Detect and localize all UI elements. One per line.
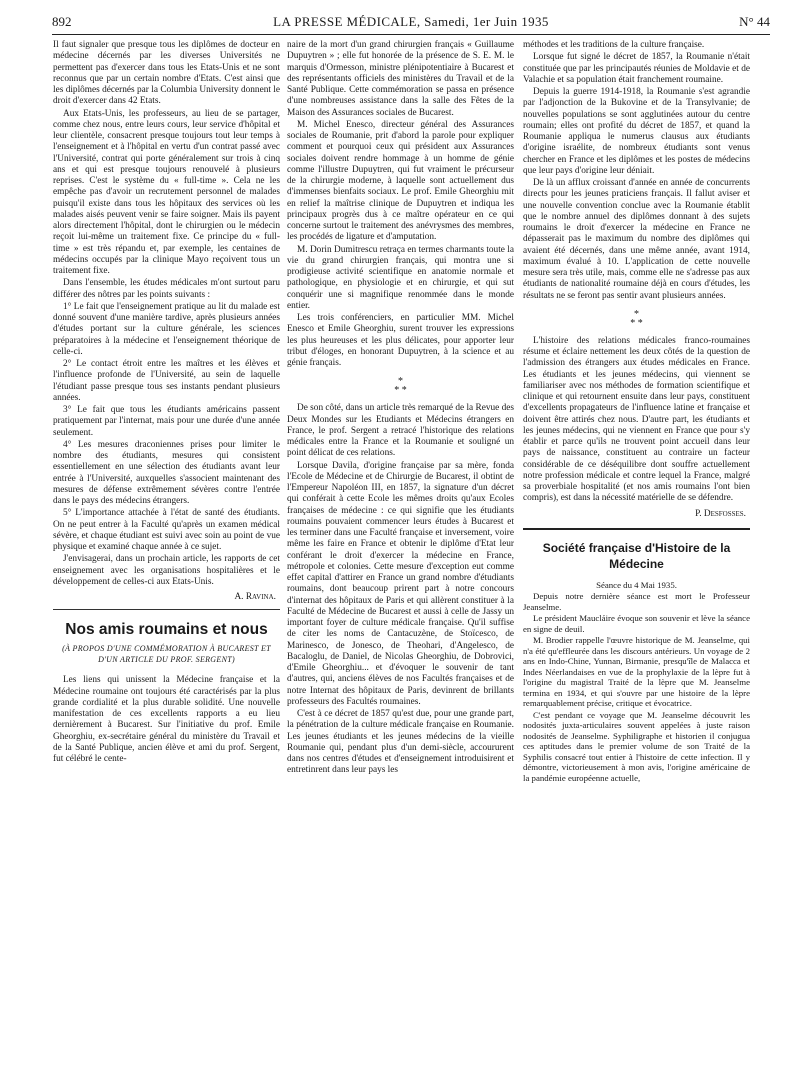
paragraph: M. Dorin Dumitrescu retraça en termes charmants toute la vie du grand chirurgien français, qui montra une si prodigieuse activité scientifique en anatomie normale et pathologique, en physiologie et en chirurgie, et qui sut conquérir une si magnifique renommée dans le monde entier.: [287, 244, 514, 311]
paragraph: 5° L'importance attachée à l'état de santé des étudiants. On ne peut entrer à la Faculté qu'après un examen médical sévère, et chaque étudiant est suivi avec soin au point de vue physique et examiné chaque année à ce sujet.: [53, 508, 280, 552]
paragraph: Aux Etats-Unis, les professeurs, au lieu de se partager, comme chez nous, entre leurs cours, leur service d'hôpital et leur clientèle, consacrent presque toujours tout leur temps à l'enseignement et à l'hôpital en vertu d'un contrat passé avec l'Université, contrat qui porte généralement sur trois à cinq ans et qui est presque toujours renouvelé à plusieurs reprises. C'est le système du « full-time ». Cela ne les empêche pas d'avoir un recrutement personnel de malades puisqu'il existe dans tous les hôpitaux des services où les malades aisés peuvent venir se faire soigner. Mais ils payent alors directement l'hôpital, dont le chirurgien ou le médecin reçoit lui-même un traitement fixe. Ce principe du « full-time » est très répandu et, par exemple, les centaines de médecins occupés par la clinique Mayo reçoivent tous un traitement fixe.: [53, 108, 280, 276]
paragraph: Les liens qui unissent la Médecine française et la Médecine roumaine ont toujours été caractérisés par la plus grande cordialité et la plus durable solidité. Une nouvelle manifestation de ces excellents rapports a eu lieu dernièrement à Bucarest. Sur l'initiative du prof. Emile Gheorghiu, ex-secrétaire général du ministère du Travail et de la Santé Publique, ancien élève et ami du prof. Sergent, fut célébré le cente-: [53, 675, 280, 764]
paragraph: Dans l'ensemble, les études médicales m'ont surtout paru différer des nôtres par les points suivants :: [53, 278, 280, 300]
paragraph: De son côté, dans un article très remarqué de la Revue des Deux Mondes sur les Etudiants et Médecins étrangers en France, le prof. Sergent a retracé l'historique des relations médicales entre la France et la Roumanie et souligné un point délicat de ces relations.: [287, 403, 514, 459]
divider: [53, 609, 280, 610]
session-date: Séance du 4 Mai 1935.: [596, 579, 677, 590]
paragraph: 4° Les mesures draconiennes prises pour limiter le nombre des étudiants, mesures qui consistent essentiellement en une sélection des étudiants avant leur entrée à l'Université, auxquelles s'associent maintenant des mesures de défense extrêmement sévères contre l'entrée dans le pays des médecins étrangers.: [53, 439, 280, 506]
author-signature: P. Desfosses.: [695, 508, 746, 519]
issue-number: N° 44: [739, 14, 770, 29]
paragraph: Lorsque fut signé le décret de 1857, la Roumanie n'était constituée que par les principautés réunies de Moldavie et de Valachie et sa population était franchement roumaine.: [523, 52, 750, 85]
journal-title: LA PRESSE MÉDICALE, Samedi, 1er Juin 1935: [273, 14, 549, 29]
column-middle: [287, 40, 514, 1070]
author-signature: A. Ravina.: [234, 592, 276, 602]
column-left: [53, 40, 280, 1070]
paragraph: méthodes et les traditions de la culture française.: [523, 40, 705, 50]
paragraph: M. Brodier rappelle l'œuvre historique de M. Jeanselme, qui n'a été qu'effleurée dans les discours antérieurs. Un voyage de 2 ans en Indo-Chine, Yunnan, Birmanie, presqu'île de Malacca et Indes Néerlandaises en vue de la prophylaxie de la lèpre fut à l'origine du magistral Traité de la lèpre que M. Jeanselme termina en 1934, et qui s'ouvre par une histoire de la lèpre remarquablement précise, critique et évocatrice.: [523, 635, 750, 709]
paragraph: Depuis la guerre 1914-1918, la Roumanie s'est agrandie par l'adjonction de la Bukovine et de la Transylvanie; de nouvelles populations se sont agglutinées autour du centre roumain; elles ont profité du décret de 1857, et quand la Roumanie appliqua le numerus clausus aux étudiants d'origine israélite, de nombreux étudiants sont venus chercher en France et les diplômes et les postes de médecins que leur pays d'origine leur déniait.: [523, 87, 750, 176]
paragraph: 3° Le fait que tous les étudiants américains passent pratiquement par l'internat, mais pour une durée d'une année seulement.: [53, 405, 280, 438]
paragraph: De là un afflux croissant d'année en année de concurrents directs pour les jeunes praticiens français. Il fallut aviser et une nouvelle convention conclue avec la Roumanie établit que le nombre annuel des diplômes donnant à des sujets roumains le droit d'exercer la médecine en France ne dépasserait pas le maximum du nombre des diplômes qui avaient été décernés, dans une même année, avant 1914, maximum évalué à 10. L'application de cette nouvelle mesure sera très utile, mais, comme elle ne s'adresse pas aux étudiants de nationalité roumaine déjà en cours d'études, les résultats ne se feront pas sentir avant plusieurs années.: [523, 178, 750, 301]
paragraph: Il faut signaler que presque tous les diplômes de docteur en médecine décernés par les diverses Universités ne permettent pas d'exercer dans tous les Etats-Unis et ne sont reconnus que par un certain nombre d'Etats. C'est ainsi que les diplômes décernés par la Columbia University donnent le droit d'exercer dans 42 Etats.: [53, 40, 280, 107]
paragraph: M. Michel Enesco, directeur général des Assurances sociales de Roumanie, prit d'abord la parole pour expliquer comment et pourquoi ceux qui président aux Assurances sociales doivent rendre hommage à un homme de génie comme l'illustre Dupuytren, qui fut vraiment le précurseur de la chirurgie moderne, à laquelle sont actuellement dus d'immenses bienfaits sociaux. Le prof. Emile Gheorghiu mit en relief la maîtrise clinique de Dupuytren et indiqua les principaux progrès dus à ce maître opérateur en ce qui concerne surtout le traitement des anévrysmes des membres, les procédés de ligature et d'amputation.: [287, 119, 514, 243]
paragraph: naire de la mort d'un grand chirurgien français « Guillaume Dupuytren » ; elle fut honorée de la présence de S. E. M. le marquis d'Ormesson, ministre plénipotentiaire à Bucarest et des représentants officiels des ministères du Travail et de la Santé Publique. Cette commémoration se passa en présence d'une nombreuses assistance dans la salle des Fêtes de la Maison des Assurances sociales de Bucarest.: [287, 40, 514, 118]
paragraph: Lorsque Davila, d'origine française par sa mère, fonda l'Ecole de Médecine et de Chirurgie de Bucarest, il obtint de l'Empereur Napoléon III, en 1857, la signature d'un décret qui conférait à cette Ecole les mêmes droits qu'aux Ecoles françaises de médecine : ce qui signifie que les étudiants roumains pouvaient commencer leurs études à Bucarest et les terminer dans une Faculté française et inversement, voire même les faire en France et obtenir le diplôme d'Etat leur conférant le droit d'exercer la médecine en France, métropole et colonies. Cette mesure d'exception eut comme effet capital d'attirer en France un grand nombre d'étudiants roumains, dont beaucoup prirent part à notre concours d'internat des hôpitaux de Paris et qui allèrent constituer à la Faculté de Médecine de Bucarest et aussi à celle de Jassy un important foyer de culture médicale française. Qu'il suffise de citer les noms de Cantacuzène, de Stoïcesco, de Marinesco, de Jonesco, de Theohari, d'Angelesco, de Bacaloglu, de Daniel, de Nicolas Gheorghiu, de Dobrovici, d'Emile Gheorghiu... et d'évoquer le souvenir de tant d'autres, qui, anciens élèves de nos Facultés françaises et de notre Internat des hôpitaux de Paris, devinrent de brillants professeurs des Facultés roumaines.: [287, 460, 514, 707]
paragraph: L'histoire des relations médicales franco-roumaines résume et éclaire nettement les deux côtés de la question de l'admission des étrangers aux études médicales en France. Les étudiants et les jeunes médecins, qui viennent se familiariser avec nos méthodes de formation scientifique et clinique et qui retournent ensuite dans leur pays, constituent d'excellents propagateurs de l'influence latine et française et doivent être attirés chez nous. D'autre part, les étudiants et les jeunes médecins, qui ne viennent en France que pour s'y établir et parce qu'ils ne trouvent point accueil dans leur pays de naissance, constituent au contraire un facteur considérable de ce déséquilibre dont souffre actuellement notre profession médicale et contre lequel la France, malgré sa proverbiale hospitalité (et nos amis roumains l'ont bien compris), est dans la nécessité matérielle de se défendre.: [523, 335, 750, 504]
session-report: [523, 580, 750, 784]
paragraph: 1° Le fait que l'enseignement pratique au lit du malade est donné souvent d'une manière tardive, après plusieurs années d'études portant sur la culture générale, les sciences préparatoires à la médecine et l'enseignement théorique de celle-ci.: [53, 301, 280, 357]
column-right: [523, 40, 750, 1070]
paragraph: 2° Le contact étroit entre les maîtres et les élèves et l'influence profonde de l'Université, au sein de laquelle l'étudiant passe presque tous ses instants pendant plusieurs années.: [53, 359, 280, 403]
header-rule: [52, 34, 770, 35]
paragraph: C'est à ce décret de 1857 qu'est due, pour une grande part, la pénétration de la culture médicale française en Roumanie. Les jeunes étudiants et les jeunes médecins de la vieille Roumanie qui, pendant plus d'un demi-siècle, accoururent dans nos centres d'études et d'enseignement introduisirent et entretinrent dans leur pays les: [287, 709, 514, 776]
paragraph: Depuis notre dernière séance est mort le Professeur Jeanselme.: [523, 591, 750, 612]
section-stars: * * *: [394, 376, 407, 397]
paragraph: J'envisagerai, dans un prochain article, les rapports de cet enseignement avec les organisations hospitalières et le développement de celles-ci aux Etats-Unis.: [53, 554, 280, 587]
paragraph: Les trois conférenciers, en particulier MM. Michel Enesco et Emile Gheorghiu, surent trouver les expressions les plus heureuses et les plus délicates, pour apporter leur tribut d'éloges, en honorant Dupuytren, à la science et au génie français.: [287, 313, 514, 368]
section-stars: * * *: [630, 308, 643, 329]
paragraph: Le président Maucláire évoque son souvenir et lève la séance en signe de deuil.: [523, 613, 750, 634]
page-header: [52, 14, 770, 32]
section-title: Société française d'Histoire de la Médecine: [542, 540, 731, 571]
divider: [523, 528, 750, 530]
article-subtitle: (À PROPOS D'UNE COMMÉMORATION À BUCAREST ET D'UN ARTICLE DU PROF. SERGENT): [62, 644, 271, 664]
page-number: 892: [52, 14, 72, 29]
article-title: Nos amis roumains et nous: [65, 621, 268, 639]
paragraph: C'est pendant ce voyage que M. Jeanselme découvrit les nodosités juxta-articulaires souvent appelées à juste raison nodosités de Jeanselme. Syphiligraphe et historien il conjugua ces aptitudes dans le premier volume de son Traité de la Syphilis consacré tout entier à l'histoire de cette infection. Il y démontre, victorieusement à mon avis, l'origine américaine de la pandémie européenne actuelle,: [523, 709, 750, 783]
